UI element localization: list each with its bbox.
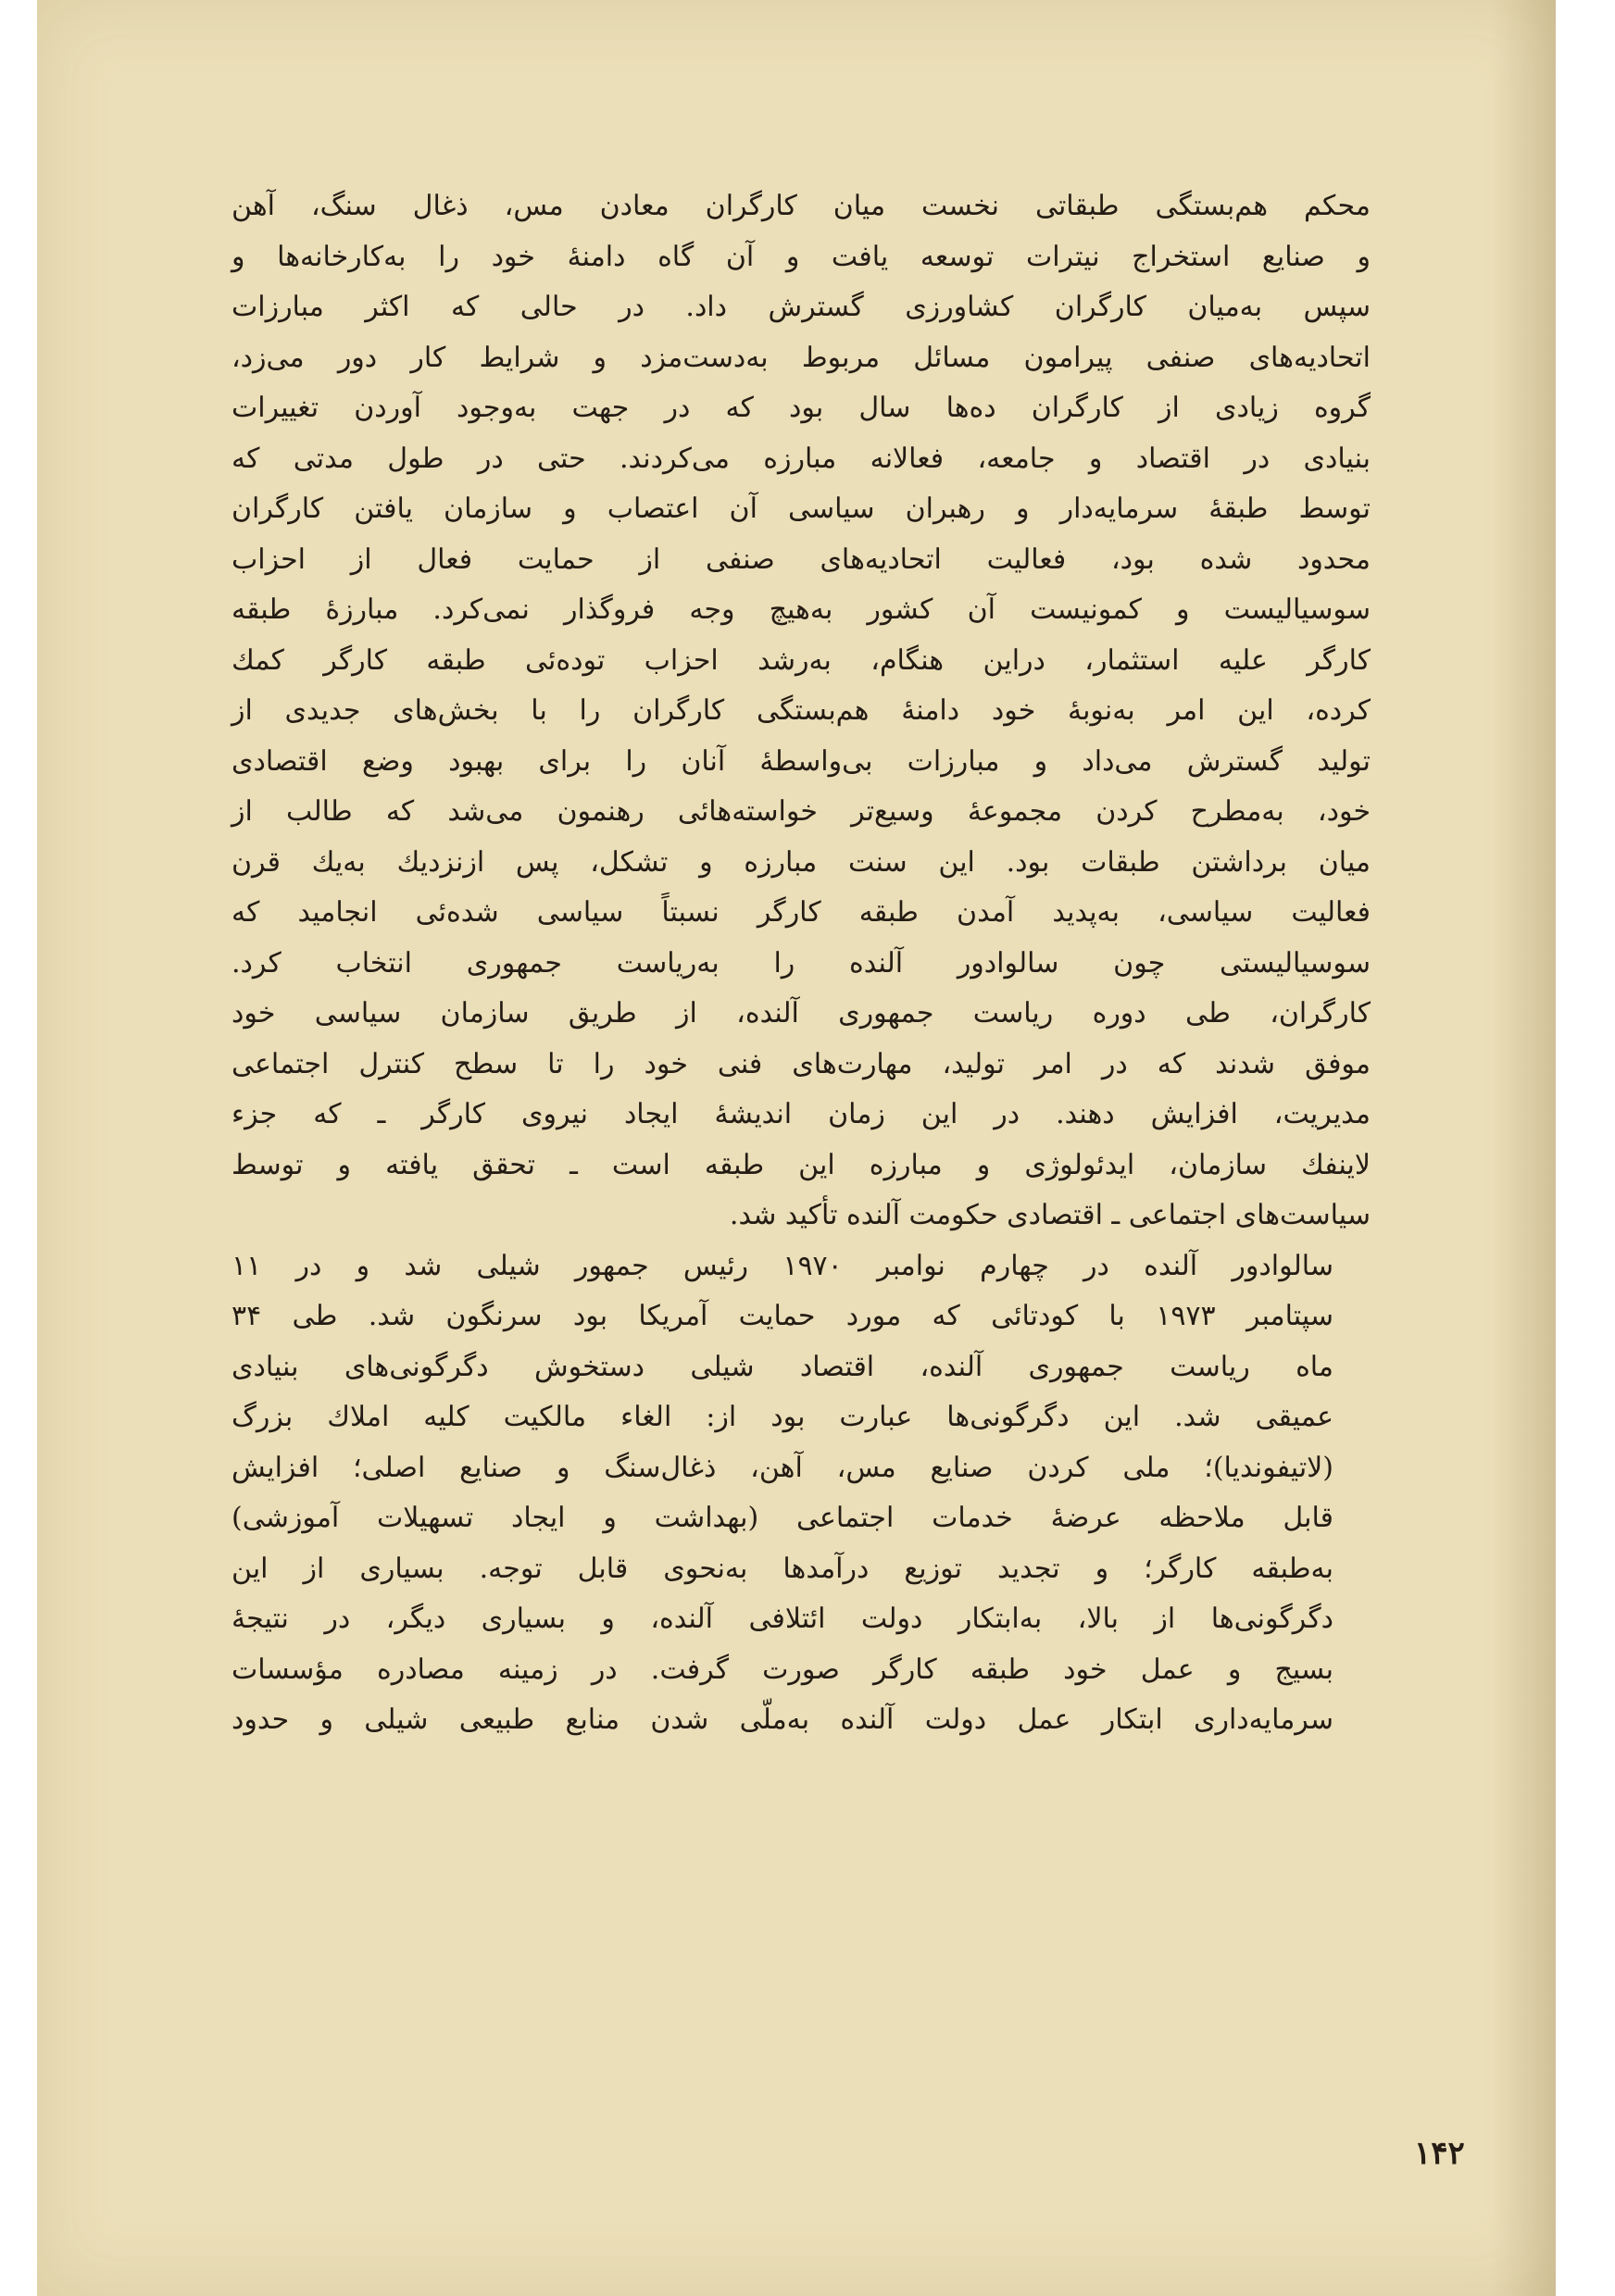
text-line: به‌طبقه کارگر؛ و تجدید توزیع درآمدها به‌نحوی قابل توجه. بسیاری از این: [232, 1552, 1333, 1585]
text-line: کارگر علیه استثمار، دراین هنگام، به‌رشد احزاب توده‌ئی طبقه کارگر کمك: [232, 643, 1371, 677]
text-line: محدود شده بود، فعالیت اتحادیه‌های صنفی از حمایت فعال از احزاب: [232, 543, 1371, 576]
text-line: عمیقی شد. این دگرگونی‌ها عبارت بود از: الغاء مالکیت کلیه املاك بزرگ: [232, 1401, 1333, 1433]
text-line: فعالیت سیاسی، به‌پدید آمدن طبقه کارگر نسبتاً سیاسی شده‌ئی انجامید که: [232, 896, 1371, 929]
text-line: بنیادی در اقتصاد و جامعه، فعالانه مبارزه می‌کردند. حتی در طول مدتی که: [232, 442, 1371, 475]
text-line: دگرگونی‌ها از بالا، به‌ابتکار دولت ائتلافی آلنده، و بسیاری دیگر، در نتیجهٔ: [232, 1603, 1333, 1635]
text-line: لاینفك سازمان، ایدئولوژی و مبارزه این طبقه است ـ تحقق یافته و توسط: [232, 1148, 1371, 1181]
text-line: سوسیالیست و کمونیست آن کشور به‌هیچ وجه فروگذار نمی‌کرد. مبارزهٔ طبقه: [232, 593, 1371, 626]
text-line: سرمایه‌داری ابتکار عمل دولت آلنده به‌ملّی شدن منابع طبیعی شیلی و حدود: [232, 1703, 1333, 1736]
paragraph-1: [232, 181, 1371, 1242]
text-line: گروه زیادی از کارگران ده‌ها سال بود که در جهت به‌وجود آوردن تغییرات: [232, 392, 1371, 424]
body-text: [232, 181, 1371, 1746]
paragraph-2: [232, 1242, 1371, 1746]
text-line: توسط طبقهٔ سرمایه‌دار و رهبران سیاسی آن اعتصاب و سازمان یافتن کارگران: [232, 493, 1371, 525]
text-line: قابل ملاحظه عرضهٔ خدمات اجتماعی (بهداشت و ایجاد تسهیلات آموزشی): [232, 1502, 1333, 1534]
text-line: سپتامبر ۱۹۷۳ با کودتائی که مورد حمایت آمریکا بود سرنگون شد. طی ۳۴: [232, 1300, 1334, 1332]
text-line: (لاتیفوندیا)؛ ملی کردن صنایع مس، آهن، ذغال‌سنگ و صنایع اصلی؛ افزایش: [232, 1451, 1333, 1484]
text-line: کرده، این امر به‌نوبهٔ خود دامنهٔ هم‌بستگی کارگران را با بخش‌های جدیدی از: [232, 694, 1371, 727]
text-line: مدیریت، افزایش دهند. در این زمان اندیشهٔ ایجاد نیروی کارگر ـ که جزء: [232, 1098, 1371, 1130]
text-line: محکم هم‌بستگی طبقاتی نخست میان کارگران معادن مس، ذغال سنگ، آهن: [232, 190, 1371, 222]
text-line: موفق شدند که در امر تولید، مهارت‌های فنی خود را تا سطح کنترل اجتماعی: [232, 1047, 1371, 1080]
page-number: ۱۴۲: [1414, 2135, 1465, 2172]
text-line: سوسیالیستی چون سالوادور آلنده را به‌ریاست جمهوری انتخاب کرد.: [232, 946, 1371, 980]
text-line: و صنایع استخراج نیترات توسعه یافت و آن گاه دامنهٔ خود را به‌کارخانه‌ها و: [232, 240, 1371, 273]
text-line: اتحادیه‌های صنفی پیرامون مسائل مربوط به‌دست‌مزد و شرایط کار دور می‌زد،: [232, 341, 1371, 374]
text-line: ماه ریاست جمهوری آلنده، اقتصاد شیلی دستخوش دگرگونی‌های بنیادی: [232, 1350, 1333, 1383]
text-line: سیاست‌های اجتماعی ـ اقتصادی حکومت آلنده تأکید شد.: [729, 1199, 1371, 1231]
text-line: تولید گسترش می‌داد و مبارزات بی‌واسطهٔ آنان را برای بهبود وضع اقتصادی: [232, 744, 1371, 778]
text-line: سپس به‌میان کارگران کشاورزی گسترش داد. در حالی که اکثر مبارزات: [232, 291, 1371, 323]
text-line: سالوادور آلنده در چهارم نوامبر ۱۹۷۰ رئیس جمهور شیلی شد و در ۱۱: [232, 1249, 1333, 1282]
text-line: خود، به‌مطرح کردن مجموعهٔ وسیع‌تر خواسته‌هائی رهنمون می‌شد که طالب از: [232, 795, 1371, 828]
text-line: میان برداشتن طبقات بود. این سنت مبارزه و تشکل، پس ازنزدیك به‌یك قرن: [232, 845, 1371, 879]
text-line: بسیج و عمل خود طبقه کارگر صورت گرفت. در زمینه مصادره مؤسسات: [232, 1653, 1333, 1686]
text-line: کارگران، طی دوره ریاست جمهوری آلنده، از طریق سازمان سیاسی خود: [232, 997, 1371, 1029]
binding-shadow: [1491, 0, 1556, 2296]
